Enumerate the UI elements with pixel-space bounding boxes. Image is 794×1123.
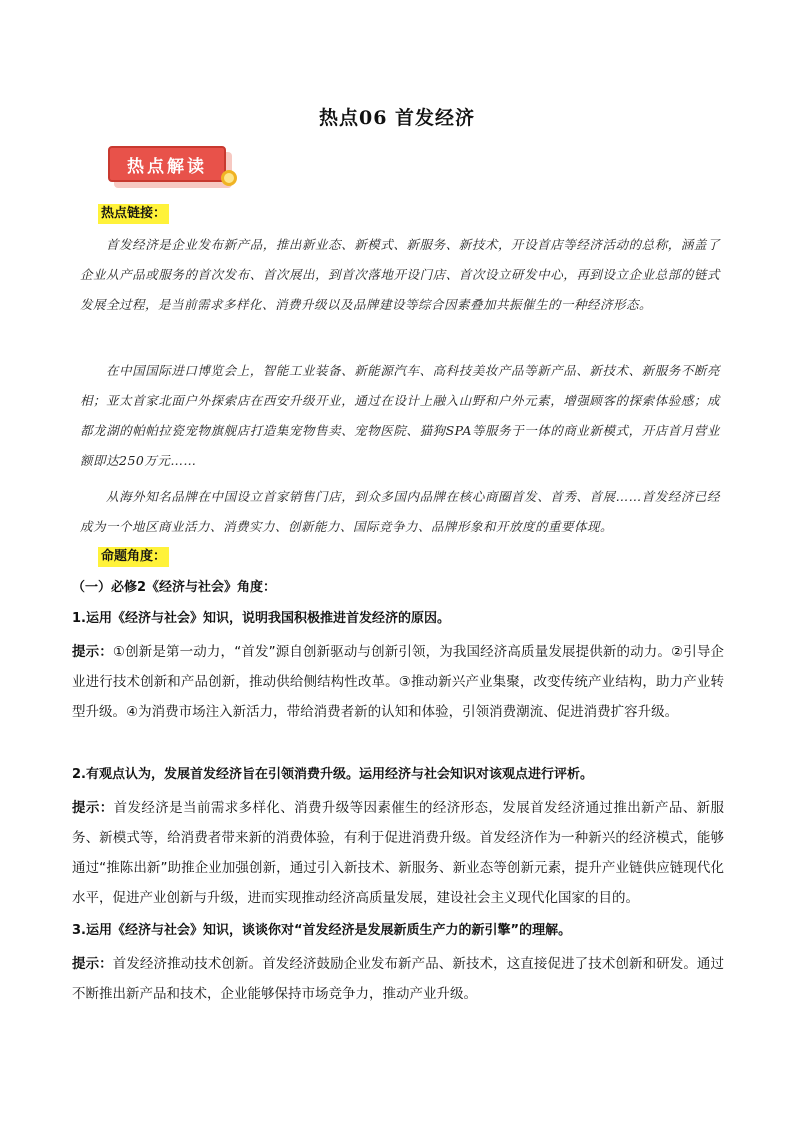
- question-1: 1.运用《经济与社会》知识，说明我国积极推进首发经济的原因。: [72, 611, 450, 626]
- paragraph-1: 首发经济是企业发布新产品，推出新业态、新模式、新服务、新技术，开设首店等经济活动的总称，涵盖了企业从产品或服务的首次发布、首次展出，到首次落地开设门店、首次设立研发中心，再到设立企业总部的链式发展全过程，是当前需求多样化、消费升级以及品牌建设等综合因素叠加共振催生的一种经济形态。: [80, 237, 720, 312]
- hint-label: 提示：: [72, 800, 114, 816]
- section-label-hot-link: 热点链接：: [98, 204, 169, 224]
- hint-text: 首发经济推动技术创新。首发经济鼓励企业发布新产品、新技术，这直接促进了技术创新和研发。通过不断推出新产品和技术，企业能够保持市场竞争力，推动产业升级。: [72, 956, 725, 1002]
- page-title: 热点06 首发经济: [318, 107, 476, 129]
- hint-text: ①创新是第一动力，“首发”源自创新驱动与创新引领，为我国经济高质量发展提供新的动力。②引导企业进行技术创新和产品创新，推动供给侧结构性改革。③推动新兴产业集聚，改变传统产业结构，助力产业转型升级。④为消费市场注入新活力，带给消费者新的认知和体验，引领消费潮流、促进消费扩容升级。: [72, 644, 725, 720]
- paragraph-2: 在中国国际进口博览会上，智能工业装备、新能源汽车、高科技美妆产品等新产品、新技术、新服务不断亮相；亚太首家北面户外探索店在西安升级开业，通过在设计上融入山野和户外元素，增强顾客的探索体验感；成都龙湖的帕帕拉瓷宠物旗舰店打造集宠物售卖、宠物医院、猫狗SPA等服务于一体的商业新模式，开店首月营业额即达250万元……: [80, 363, 720, 468]
- hint-label: 提示：: [72, 956, 113, 972]
- section-label-angle: 命题角度：: [98, 547, 169, 567]
- ring-icon: [221, 170, 237, 186]
- hint-3: [72, 949, 724, 1009]
- paragraph-3: 从海外知名品牌在中国设立首家销售门店，到众多国内品牌在核心商圈首发、首秀、首展……首发经济已经成为一个地区商业活力、消费实力、创新能力、国际竞争力、品牌形象和开放度的重要体现。: [80, 489, 720, 534]
- hint-label: 提示：: [72, 644, 113, 660]
- question-2: 2.有观点认为，发展首发经济旨在引领消费升级。运用经济与社会知识对该观点进行评析。: [72, 767, 593, 782]
- badge-label: 热点解读: [108, 146, 226, 182]
- question-3: 3.运用《经济与社会》知识，谈谈你对“首发经济是发展新质生产力的新引擎”的理解。: [72, 923, 572, 938]
- subheading: （一）必修2《经济与社会》角度：: [72, 580, 277, 595]
- hint-2: [72, 793, 724, 913]
- section-badge: [108, 146, 240, 190]
- hint-1: [72, 637, 724, 727]
- hint-text: 首发经济是当前需求多样化、消费升级等因素催生的经济形态，发展首发经济通过推出新产品、新服务、新模式等，给消费者带来新的消费体验，有利于促进消费升级。首发经济作为一种新兴的经济模式，能够通过“推陈出新”助推企业加强创新，通过引入新技术、新服务、新业态等创新元素，提升产业链供应链现代化水平，促进产业创新与升级，进而实现推动经济高质量发展，建设社会主义现代化国家的目的。: [72, 800, 725, 906]
